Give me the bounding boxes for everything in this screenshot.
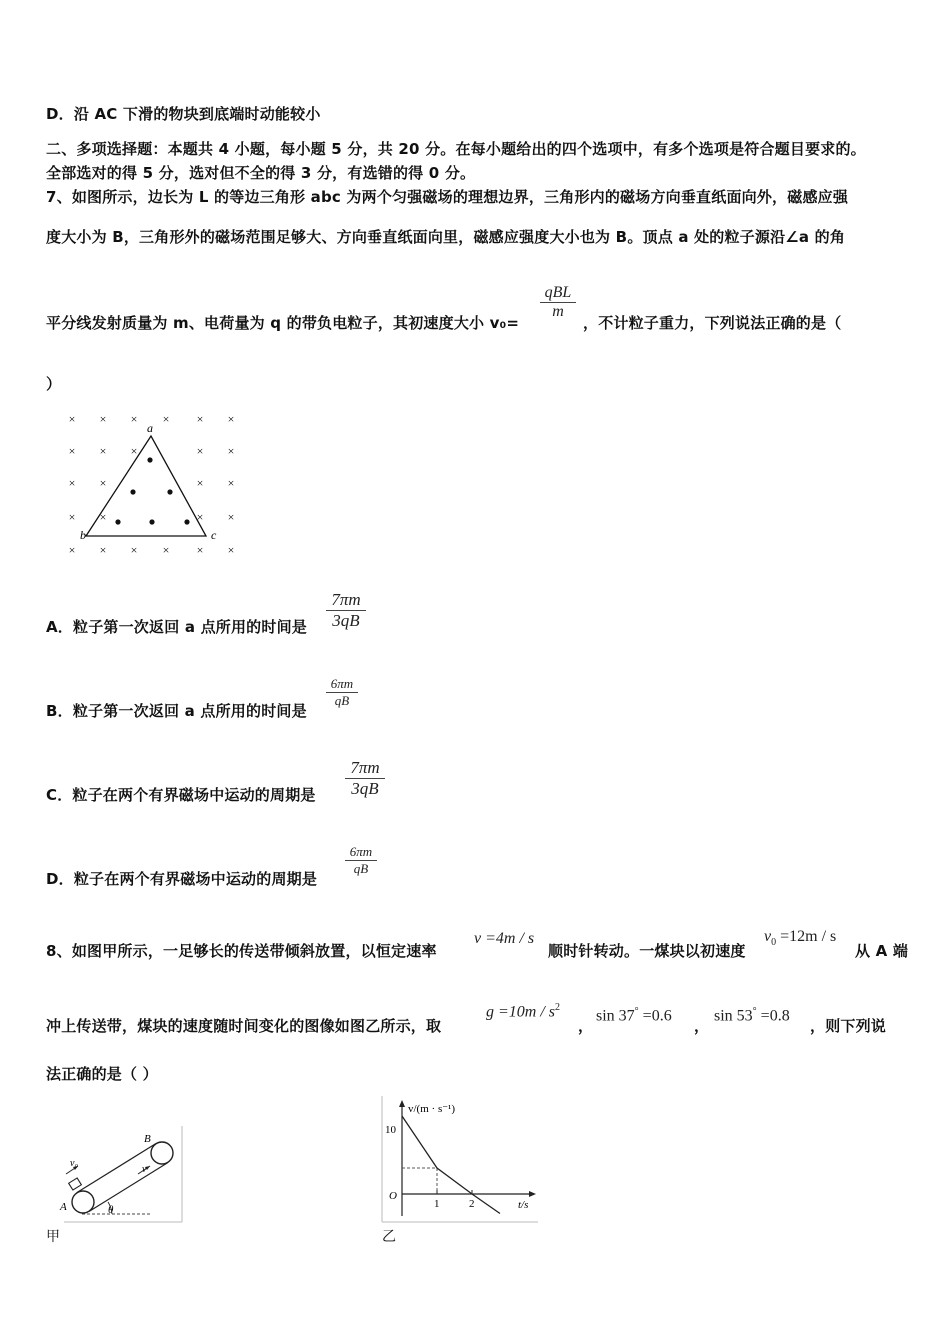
field-dot — [149, 519, 154, 524]
field-cross: × — [196, 412, 204, 426]
q7-option-b-fraction — [326, 676, 358, 709]
q8-line2-b: ，则下列说 — [810, 1017, 887, 1035]
q7-line1: 7、如图所示，边长为 L 的等边三角形 abc 为两个匀强磁场的理想边界，三角形内的磁场方向垂直纸面向外，磁感应强 — [46, 188, 849, 206]
q7-option-b: B．粒子第一次返回 a 点所用的时间是 — [46, 702, 307, 720]
label-v: v — [142, 1164, 147, 1175]
x-tick-label-1: 1 — [434, 1198, 440, 1210]
q8-sin53-eq — [714, 1006, 790, 1025]
q7-v0-fraction — [540, 284, 576, 321]
q8-figure-jia — [46, 1122, 186, 1224]
q8-v0-value: =12m / s — [776, 928, 837, 945]
x-axis-arrow — [529, 1191, 536, 1197]
label-v0: v₀ — [70, 1158, 78, 1169]
q8-g-eq — [486, 1002, 560, 1021]
field-cross: × — [196, 543, 204, 557]
q8-sin37-label: sin 37 — [596, 1007, 635, 1025]
field-cross: × — [227, 476, 235, 490]
field-dot — [147, 457, 152, 462]
field-cross: × — [130, 412, 138, 426]
q8-line3: 法正确的是（ ） — [46, 1065, 158, 1083]
q8-comma-2: ， — [694, 1017, 710, 1035]
q7-option-b-numerator: 6πm — [330, 676, 354, 691]
field-cross: × — [68, 476, 76, 490]
field-dot — [115, 519, 120, 524]
field-cross: × — [99, 412, 107, 426]
field-cross: × — [68, 543, 76, 557]
pulley-b — [151, 1142, 173, 1164]
q7-v0-denominator: m — [552, 303, 564, 320]
q8-line2-a: 冲上传送带，煤块的速度随时间变化的图像如图乙所示，取 — [46, 1017, 442, 1035]
q8-v0-eq — [764, 928, 836, 948]
q7-option-d-denominator: qB — [353, 861, 369, 876]
field-cross: × — [130, 543, 138, 557]
q8-v0-subscript: 0 — [771, 937, 777, 949]
field-cross: × — [227, 412, 235, 426]
q7-option-b-denominator: qB — [334, 693, 350, 708]
section2-header-line2: 全部选对的得 5 分，选对但不全的得 3 分，有选错的得 0 分。 — [46, 164, 476, 182]
q8-g-expression: g =10m / s — [486, 1003, 556, 1021]
vt-series-line — [402, 1116, 500, 1214]
q7-option-a: A．粒子第一次返回 a 点所用的时间是 — [46, 618, 307, 636]
x-tick-label-2: 2 — [469, 1198, 475, 1210]
section2-header-line1: 二、多项选择题：本题共 4 小题，每小题 5 分，共 20 分。在每小题给出的四个选项中，有多个选项是符合题目要求的。 — [46, 140, 866, 158]
field-cross: × — [196, 444, 204, 458]
q7-v0-numerator: qBL — [544, 284, 572, 301]
q8-sin53-value: =0.8 — [756, 1007, 790, 1025]
q8-sin53-label: sin 53 — [714, 1007, 753, 1025]
y-axis-label: v/(m · s⁻¹) — [408, 1103, 455, 1115]
q8-v-expression: v =4m / s — [474, 930, 535, 947]
label-B: B — [144, 1133, 151, 1145]
field-cross: × — [162, 543, 170, 557]
field-cross: × — [99, 444, 107, 458]
pulley-a — [72, 1191, 94, 1213]
q8-figure-yi — [380, 1092, 540, 1224]
q7-line3-a: 平分线发射质量为 m、电荷量为 q 的带负电粒子，其初速度大小 v₀= — [46, 314, 520, 332]
q8-v0-symbol: v — [764, 928, 772, 945]
field-cross: × — [99, 543, 107, 557]
q7-option-d-numerator: 6πm — [349, 844, 373, 859]
q7-line4: ） — [46, 375, 62, 393]
label-c: c — [211, 528, 217, 542]
field-cross: × — [130, 444, 138, 458]
q7-option-c-numerator: 7πm — [350, 758, 380, 777]
q7-option-c: C．粒子在两个有界磁场中运动的周期是 — [46, 786, 316, 804]
label-A: A — [60, 1201, 67, 1213]
origin-label: O — [389, 1190, 397, 1202]
q8-figure-yi-caption: 乙 — [382, 1229, 396, 1245]
field-cross: × — [227, 510, 235, 524]
field-out-of-page-dots — [115, 457, 189, 524]
q8-g-superscript: 2 — [555, 1002, 561, 1013]
q7-figure — [60, 408, 250, 560]
coal-block — [69, 1178, 82, 1190]
field-dot — [167, 489, 172, 494]
label-theta: θ — [108, 1204, 114, 1216]
x-axis-label: t/s — [518, 1199, 529, 1211]
field-dot — [130, 489, 135, 494]
label-b: b — [80, 528, 86, 542]
field-cross: × — [68, 444, 76, 458]
q8-sin37-eq — [596, 1006, 672, 1025]
q7-option-a-fraction — [326, 590, 366, 631]
field-cross: × — [227, 444, 235, 458]
field-cross: × — [227, 543, 235, 557]
degree-symbol: ° — [752, 1006, 757, 1017]
q8-comma-1: ， — [578, 1017, 594, 1035]
y-tick-label-10: 10 — [385, 1124, 396, 1136]
q7-option-a-numerator: 7πm — [331, 590, 361, 609]
y-axis-arrow — [399, 1100, 405, 1107]
label-a: a — [147, 421, 153, 435]
field-cross: × — [68, 510, 76, 524]
belt-bottom — [89, 1163, 168, 1212]
q7-option-c-denominator: 3qB — [351, 779, 379, 798]
field-cross: × — [99, 476, 107, 490]
q7-option-d: D．粒子在两个有界磁场中运动的周期是 — [46, 870, 318, 888]
q8-sin37-value: =0.6 — [638, 1007, 672, 1025]
field-cross: × — [196, 510, 204, 524]
q8-line1-a: 8、如图甲所示，一足够长的传送带倾斜放置，以恒定速率 — [46, 942, 437, 960]
q7-line2: 度大小为 B，三角形外的磁场范围足够大、方向垂直纸面向里，磁感应强度大小也为 B。顶点 a 处的粒子源沿∠a 的角 — [46, 228, 846, 246]
field-dot — [184, 519, 189, 524]
field-cross: × — [99, 510, 107, 524]
prev-option-d: D．沿 AC 下滑的物块到底端时动能较小 — [46, 105, 321, 123]
field-cross: × — [68, 412, 76, 426]
q7-option-a-denominator: 3qB — [332, 611, 360, 630]
q8-line1-b: 顺时针转动。一煤块以初速度 — [548, 942, 746, 960]
field-cross: × — [196, 476, 204, 490]
field-cross: × — [162, 412, 170, 426]
q7-line3-b: ，不计粒子重力，下列说法正确的是（ — [583, 314, 842, 332]
q8-figure-jia-caption: 甲 — [46, 1229, 60, 1245]
degree-symbol: ° — [634, 1006, 639, 1017]
q8-line1-c: 从 A 端 — [855, 942, 909, 960]
q8-v-eq — [474, 930, 534, 948]
q7-option-c-fraction — [345, 758, 385, 799]
q7-option-d-fraction — [345, 844, 377, 877]
